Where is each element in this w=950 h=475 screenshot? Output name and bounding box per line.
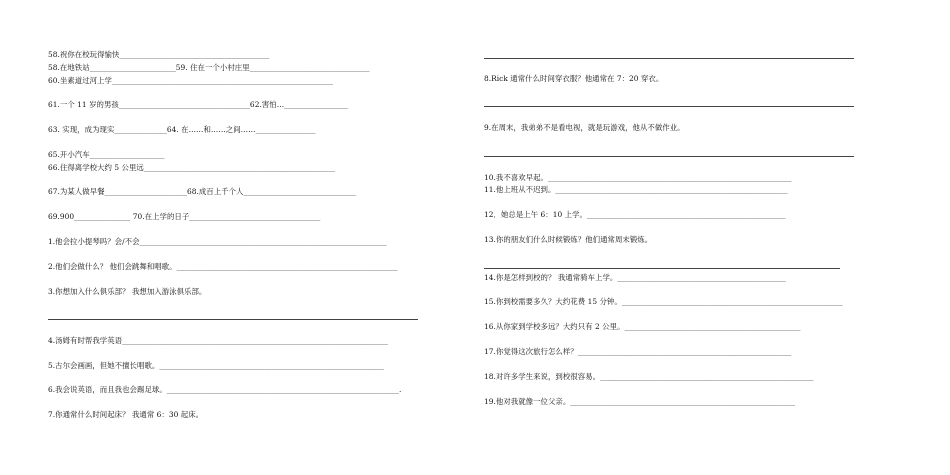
item-69-70: 69.900_______________ 70.在上学的日子___________________________________ bbox=[48, 212, 321, 221]
question-13: 13.你的朋友们什么时候锻炼？他们通常周末锻炼。 bbox=[484, 235, 653, 244]
item-63-64: 63. 实现，成为现实______________64. 在……和……之间……________________ bbox=[48, 125, 316, 134]
question-2: 2.他们会做什么？ 他们会跳舞和唱歌。___________________________________________________________ bbox=[48, 262, 398, 271]
answer-line bbox=[484, 156, 854, 157]
question-5: 5.古尔会画画，但她不擅长唱歌。____________________________________________________________ bbox=[48, 361, 385, 370]
question-12: 12．她总是上午 6：10 上学。_____________________________________________________ bbox=[484, 210, 786, 219]
question-10: 10.我不喜欢早起。_________________________________________________________________ bbox=[484, 173, 792, 182]
answer-line bbox=[484, 106, 854, 107]
answer-line bbox=[484, 268, 840, 269]
question-8: 8.Rick 通常什么时间穿衣服？他通常在 7：20 穿衣。 bbox=[484, 74, 664, 83]
question-14: 14.你是怎样到校的？ 我通常骑车上学。_____________________________________________ bbox=[484, 273, 786, 282]
question-7: 7.你通常什么时间起床？ 我通常 6：30 起床。 bbox=[48, 410, 204, 419]
item-65: 65.开小汽车____________________ bbox=[48, 150, 165, 159]
item-61-62: 61.一个 11 岁的男孩___________________________________62.害怕…_________________ bbox=[48, 100, 348, 109]
question-18: 18.对许多学生来说，到校很容易。_________________________________________________________ bbox=[484, 372, 814, 381]
item-58b-59: 58.在地铁站_______________________59. 住在一个小村庄里________________________________ bbox=[48, 63, 370, 72]
question-4: 4.汤姆有时帮我学英语_______________________________________________________________________ bbox=[48, 336, 389, 345]
question-19: 19.他对我就像一位父亲。____________________________________________________________ bbox=[484, 397, 796, 406]
question-16: 16.从你家到学校多远？大约只有 2 公里。_______________________________________________ bbox=[484, 322, 801, 331]
question-17: 17.你觉得这次旅行怎么样？_________________________________________________________ bbox=[484, 347, 792, 356]
question-1: 1.他会拉小提琴吗？会/不会__________________________________________________________________ bbox=[48, 237, 387, 246]
question-11: 11.他上班从不迟到。______________________________________________________________ bbox=[484, 185, 788, 194]
item-67-68: 67.为某人做早餐______________________68.成百上千个人______________________________ bbox=[48, 187, 356, 196]
question-6: 6.我会说英语，而且我也会踢足球。______________________________________________________________. bbox=[48, 385, 402, 394]
question-9: 9.在周末，我弟弟不是看电视，就是玩游戏，他从不做作业。 bbox=[484, 123, 685, 132]
item-60: 60.坐素道过河上学___________________________________________________________ bbox=[48, 76, 333, 85]
answer-line bbox=[48, 319, 418, 320]
answer-line bbox=[484, 58, 854, 59]
question-15: 15.你到校需要多久？大约花费 15 分钟。___________________________________________________________ bbox=[484, 297, 843, 306]
question-3: 3.你想加入什么俱乐部？ 我想加入游泳俱乐部。 bbox=[48, 287, 207, 296]
item-58a: 58.祝你在校玩得愉快________________________________________ bbox=[48, 50, 270, 59]
item-66: 66.住得离学校大约 5 公里远___________________________________________________ bbox=[48, 163, 335, 172]
